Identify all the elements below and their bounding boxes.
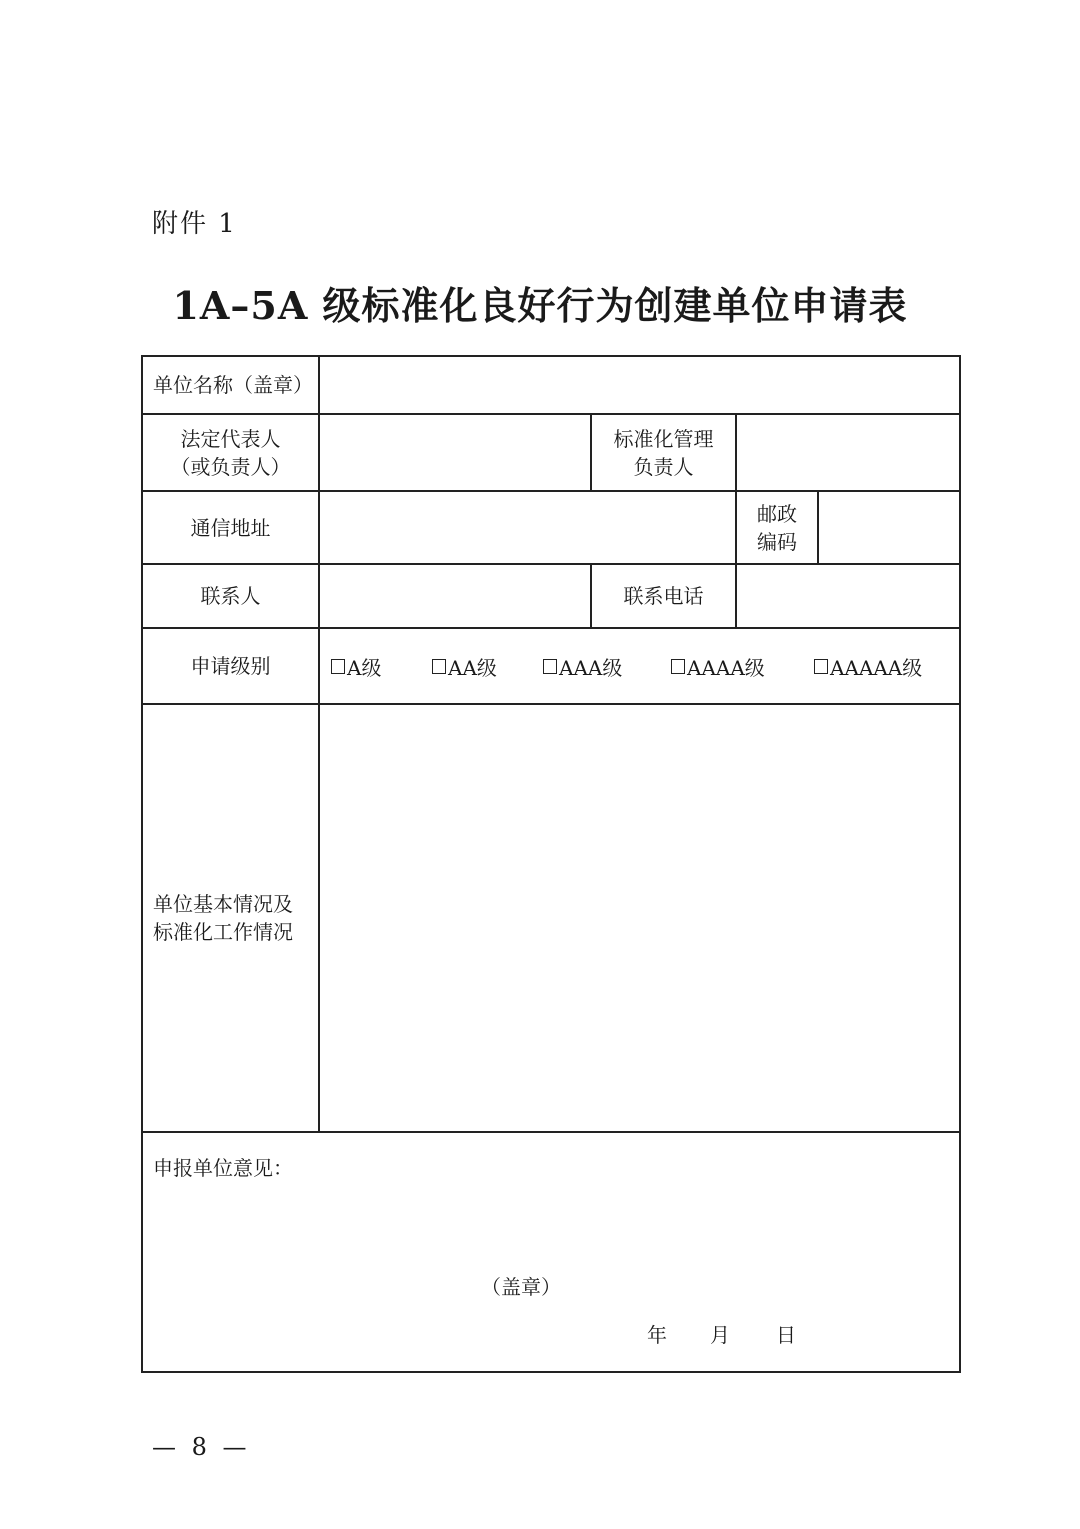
- opinion-label: 申报单位意见：: [153, 1156, 293, 1180]
- checkbox-icon[interactable]: [671, 659, 685, 674]
- std-manager-label: [592, 415, 735, 490]
- unit-name-field[interactable]: [320, 357, 961, 413]
- postal-label-line1: 邮政: [757, 501, 797, 526]
- checkbox-icon[interactable]: [814, 659, 828, 674]
- legal-rep-label-line1: 法定代表人: [180, 426, 281, 451]
- level-option-label: AAA级: [559, 656, 623, 680]
- level-option-a[interactable]: [331, 652, 381, 681]
- checkbox-icon[interactable]: [543, 659, 557, 674]
- level-options: [321, 629, 961, 704]
- std-manager-field[interactable]: [737, 415, 961, 490]
- attachment-label: 附件 1: [152, 209, 237, 239]
- unit-name-label: 单位名称（盖章）: [153, 373, 313, 397]
- row-divider: [143, 1131, 961, 1133]
- checkbox-icon[interactable]: [432, 659, 446, 674]
- address-field[interactable]: [320, 492, 735, 563]
- basic-info-label-line2: 标准化工作情况: [153, 920, 293, 944]
- level-option-label: AA级: [448, 656, 497, 680]
- postal-label-line2: 编码: [757, 529, 797, 554]
- legal-rep-label: [143, 415, 318, 490]
- std-manager-label-line2: 负责人: [633, 454, 694, 479]
- checkbox-icon[interactable]: [331, 659, 345, 674]
- level-option-aaa[interactable]: [543, 652, 622, 681]
- std-manager-label-line1: 标准化管理: [613, 426, 714, 451]
- address-label: 通信地址: [190, 515, 271, 540]
- month-label: 月: [710, 1323, 730, 1347]
- phone-field[interactable]: [737, 565, 961, 627]
- legal-rep-label-line2: （或负责人）: [170, 454, 291, 479]
- basic-info-field[interactable]: [320, 705, 961, 1131]
- level-option-aa[interactable]: [432, 652, 497, 681]
- level-label: 申请级别: [190, 654, 271, 678]
- page-number: — 8 —: [152, 1433, 251, 1461]
- contact-field[interactable]: [320, 565, 590, 627]
- phone-label: 联系电话: [623, 584, 704, 608]
- postal-code-field[interactable]: [819, 492, 961, 563]
- opinion-field[interactable]: [143, 1187, 961, 1267]
- level-option-aaaaa[interactable]: [814, 652, 922, 681]
- application-form: [141, 355, 961, 1373]
- basic-info-label-line1: 单位基本情况及: [153, 892, 293, 916]
- postal-code-label: [737, 492, 817, 563]
- basic-info-label: [143, 705, 318, 1131]
- contact-label: 联系人: [200, 584, 261, 608]
- level-option-label: AAAA级: [687, 656, 765, 680]
- year-label: 年: [647, 1323, 667, 1347]
- day-label: 日: [776, 1323, 796, 1347]
- level-option-label: AAAAA级: [830, 656, 923, 680]
- page-title: 1A–5A 级标准化良好行为创建单位申请表: [172, 283, 908, 328]
- level-option-label: A级: [347, 656, 382, 680]
- stamp-label: （盖章）: [481, 1275, 561, 1299]
- legal-rep-field[interactable]: [320, 415, 590, 490]
- level-option-aaaa[interactable]: [671, 652, 765, 681]
